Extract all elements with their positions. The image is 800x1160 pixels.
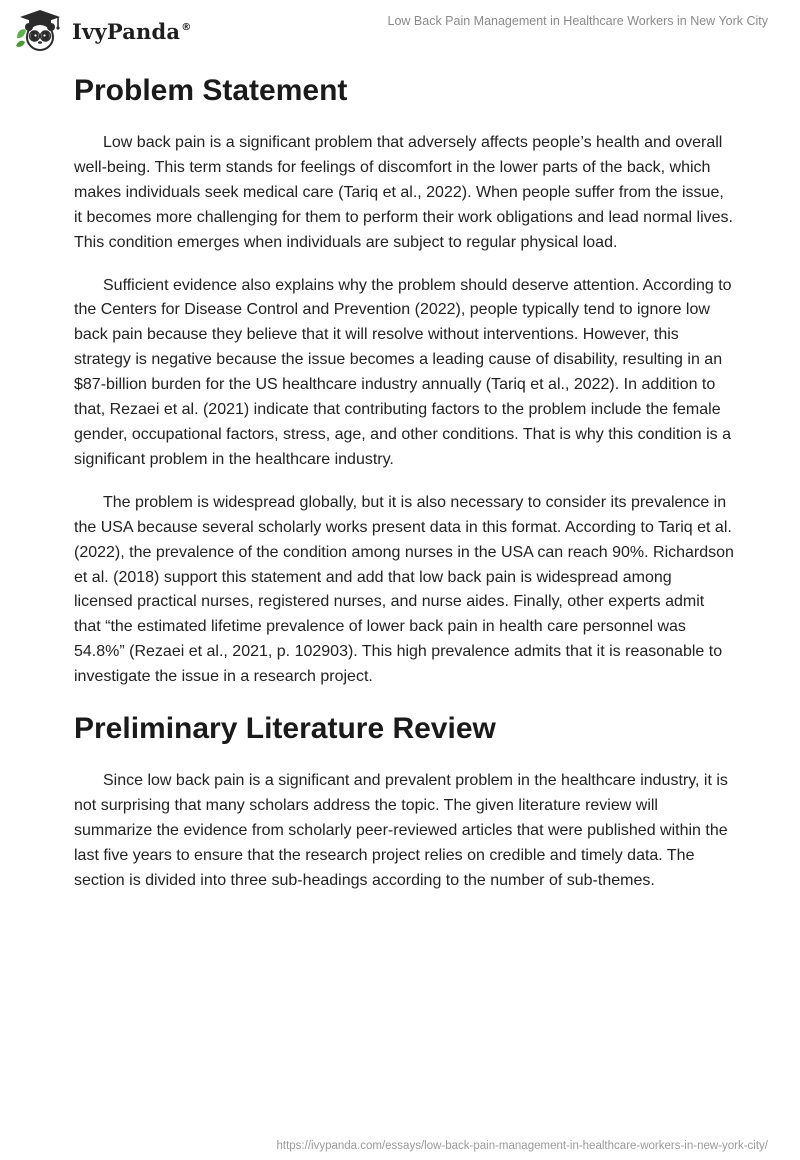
paragraph: Since low back pain is a significant and prevalent problem in the healthcare industry, it is not surprising that many scholars address the topic. The given literature review will summarize the evidence from scholarly peer-reviewed articles that were published within the last five years to ensure that the research project relies on credible and timely data. The section is divided into three sub-headings according to the number of sub-themes. [74,772,728,889]
logo-text: IvyPanda® [72,18,192,44]
paragraph: Low back pain is a significant problem that adversely affects people’s health and overall well-being. This term stands for feelings of discomfort in the lower parts of the back, which makes individuals seek medical care (Tariq et al., 2022). When people suffer from the issue, it becomes more challenging for them to perform their work obligations and lead normal lives. This condition emerges when individuals are subject to regular physical load. [74,134,733,251]
panda-graduate-icon [14,8,66,52]
essay-content [74,70,734,912]
ivypanda-logo[interactable] [14,8,191,52]
section-heading-problem-statement: Problem Statement [74,74,348,107]
running-title: Low Back Pain Management in Healthcare Workers in New York City [387,14,768,28]
paragraph: Sufficient evidence also explains why the problem should deserve attention. According to the Centers for Disease Control and Prevention (2022), people typically tend to ignore low back pain because they believe that it will resolve without interventions. However, this strategy is negative because the issue becomes a leading cause of disability, resulting in an $87-billion burden for the US healthcare industry annually (Tariq et al., 2022). In addition to that, Rezaei et al. (2021) indicate that contributing factors to the problem include the female gender, occupational factors, stress, age, and other conditions. That is why this condition is a significant problem in the healthcare industry. [74,276,732,468]
page-header [0,0,800,56]
paragraph: The problem is widespread globally, but it is also necessary to consider its prevalence in the USA because several scholarly works present data in this format. According to Tariq et al. (2022), the prevalence of the condition among nurses in the USA can reach 90%. Richardson et al. (2018) support this statement and add that low back pain is widespread among licensed practical nurses, registered nurses, and nurse aides. Finally, other experts admit that “the estimated lifetime prevalence of lower back pain in health care personnel was 54.8%” (Rezaei et al., 2021, p. 102903). This high prevalence admits that it is reasonable to investigate the issue in a research project. [74,493,734,686]
source-url[interactable]: https://ivypanda.com/essays/low-back-pain-management-in-healthcare-workers-in-new-york-city/ [276,1140,768,1152]
registered-mark: ® [181,21,192,33]
section-heading-literature-review: Preliminary Literature Review [74,712,496,746]
